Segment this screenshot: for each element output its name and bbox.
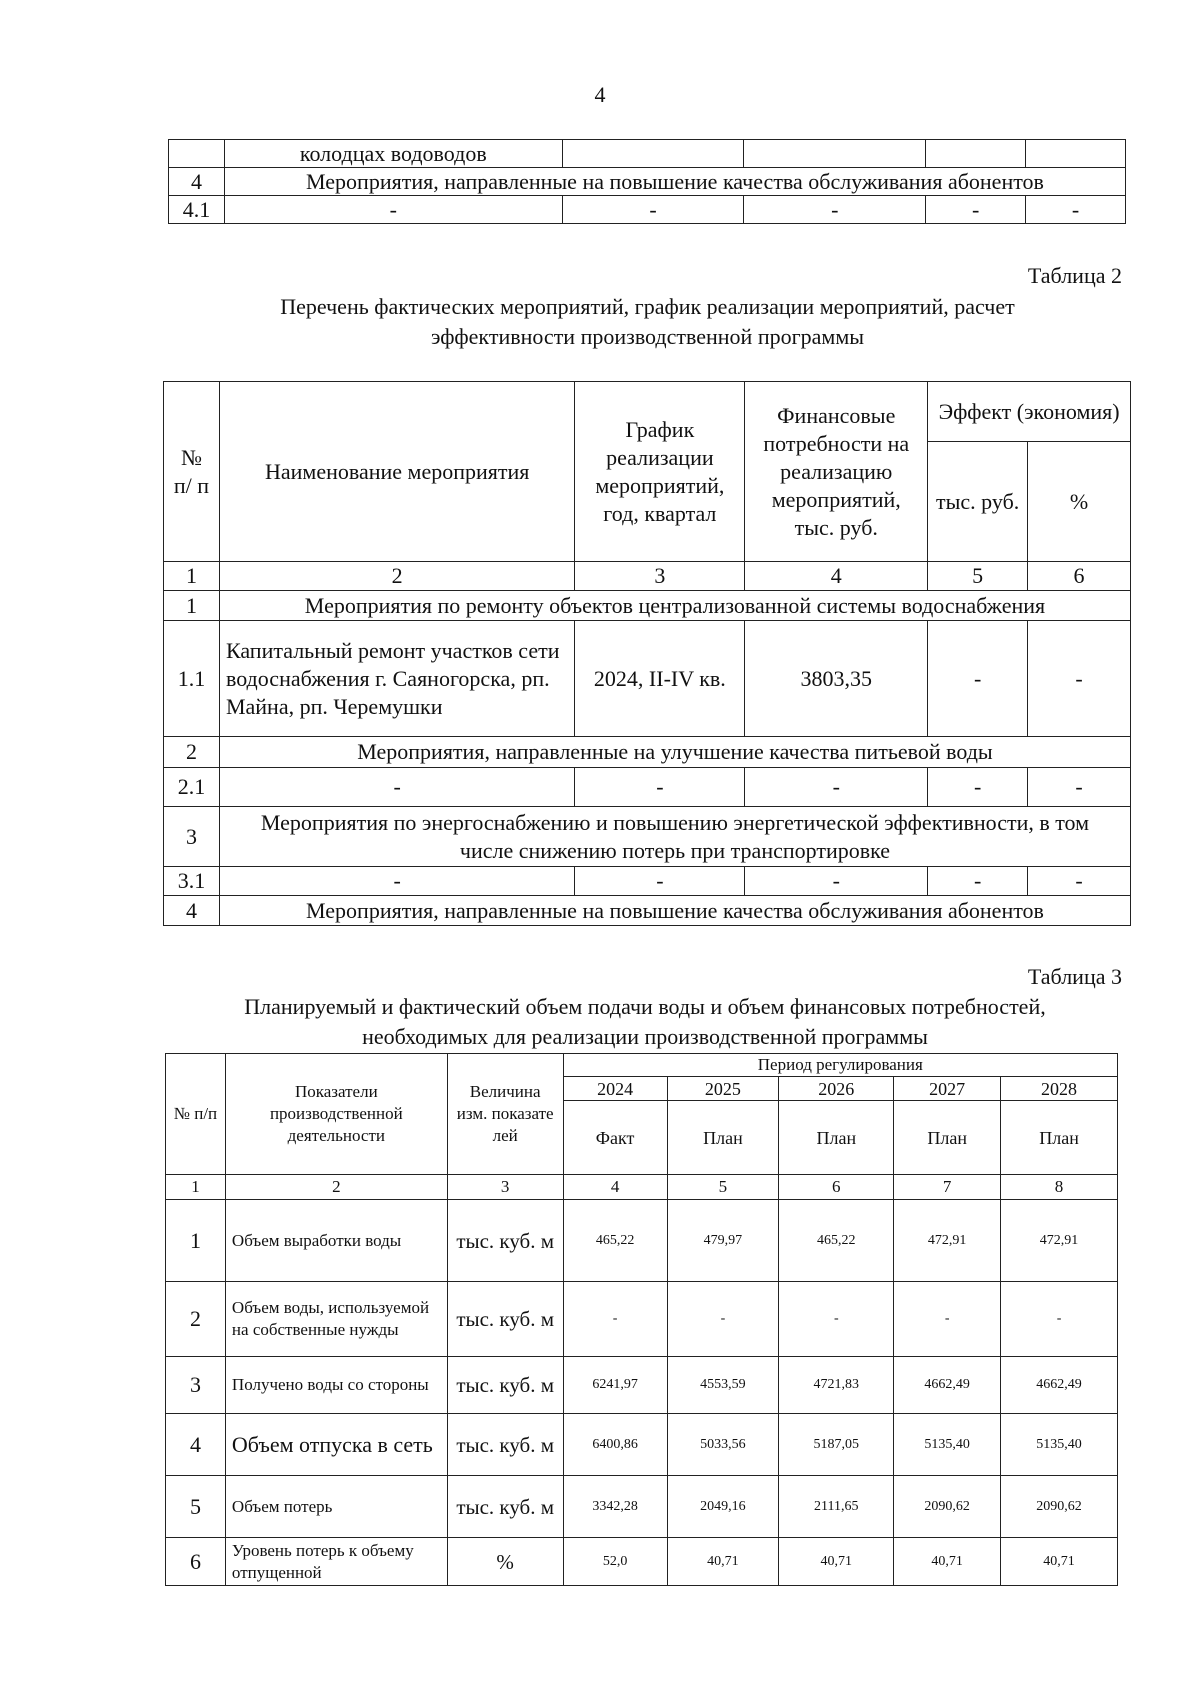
col-number: 5 xyxy=(928,562,1028,591)
row-effect-rub: - xyxy=(928,621,1028,737)
row-finance: - xyxy=(745,768,928,807)
value-cell: 5135,40 xyxy=(1001,1414,1118,1476)
col-number: 1 xyxy=(164,562,220,591)
section-heading: Мероприятия, направленные на улучшение качества питьевой воды xyxy=(219,737,1130,768)
row-effect-pct: - xyxy=(1028,867,1131,896)
table-row xyxy=(169,196,1126,224)
value-cell: - xyxy=(894,1282,1001,1357)
value-type: План xyxy=(1001,1101,1118,1175)
table-row xyxy=(166,1357,1118,1414)
row-unit: тыс. куб. м xyxy=(447,1357,563,1414)
cell xyxy=(744,140,926,168)
row-name: Капитальный ремонт участков сети водоснабжения г. Саяногорска, рп. Майна, рп. Черемушки xyxy=(219,621,574,737)
year-label: 2024 xyxy=(563,1077,667,1101)
table3-label: Таблица 3 xyxy=(1027,964,1122,989)
value-cell: 479,97 xyxy=(667,1200,779,1282)
table-row xyxy=(166,1538,1118,1586)
value-cell: 40,71 xyxy=(894,1538,1001,1586)
cell: - xyxy=(562,196,744,224)
year-label: 2028 xyxy=(1001,1077,1118,1101)
row-name: колодцах водоводов xyxy=(224,140,562,168)
row-name: Объем отпуска в сеть xyxy=(225,1414,447,1476)
row-num: 5 xyxy=(166,1476,226,1538)
cell: - xyxy=(744,196,926,224)
value-cell: 3342,28 xyxy=(563,1476,667,1538)
table-row xyxy=(169,140,1126,168)
value-cell: - xyxy=(563,1282,667,1357)
row-num: 6 xyxy=(166,1538,226,1586)
col-number: 5 xyxy=(667,1175,779,1200)
value-cell: 4662,49 xyxy=(1001,1357,1118,1414)
row-finance: 3803,35 xyxy=(745,621,928,737)
row-effect-rub: - xyxy=(928,768,1028,807)
section-row xyxy=(164,591,1131,621)
row-num: 3 xyxy=(164,807,220,867)
row-num: 2.1 xyxy=(164,768,220,807)
value-type: План xyxy=(667,1101,779,1175)
row-schedule: 2024, II-IV кв. xyxy=(575,621,745,737)
row-schedule: - xyxy=(575,867,745,896)
col-number: 2 xyxy=(219,562,574,591)
col-number: 2 xyxy=(225,1175,447,1200)
value-cell: 472,91 xyxy=(1001,1200,1118,1282)
row-num: 4 xyxy=(169,168,225,196)
row-name: - xyxy=(219,768,574,807)
row-num: 2 xyxy=(164,737,220,768)
row-name: Объем потерь xyxy=(225,1476,447,1538)
section-row xyxy=(164,896,1131,926)
table2-label: Таблица 2 xyxy=(1027,263,1122,288)
row-num: 1 xyxy=(164,591,220,621)
col-number: 7 xyxy=(894,1175,1001,1200)
section-row xyxy=(164,807,1131,867)
row-unit: % xyxy=(447,1538,563,1586)
value-cell: 2111,65 xyxy=(779,1476,894,1538)
row-num: 1 xyxy=(166,1200,226,1282)
table-row xyxy=(164,768,1131,807)
row-effect-rub: - xyxy=(928,867,1028,896)
row-num: 4 xyxy=(164,896,220,926)
value-cell: 2090,62 xyxy=(1001,1476,1118,1538)
value-cell: 40,71 xyxy=(1001,1538,1118,1586)
row-effect-pct: - xyxy=(1028,768,1131,807)
row-unit: тыс. куб. м xyxy=(447,1414,563,1476)
row-name: Объем выработки воды xyxy=(225,1200,447,1282)
row-name: Объем воды, используемой на собственные нужды xyxy=(225,1282,447,1357)
value-type: План xyxy=(894,1101,1001,1175)
header-effect-rub: тыс. руб. xyxy=(928,442,1028,562)
col-number: 8 xyxy=(1001,1175,1118,1200)
header-finance: Финансовые потребности на реализацию мероприятий, тыс. руб. xyxy=(745,382,928,562)
table-row xyxy=(164,621,1131,737)
value-type: Факт xyxy=(563,1101,667,1175)
row-num: 3 xyxy=(166,1357,226,1414)
table-row xyxy=(164,867,1131,896)
value-cell: 4662,49 xyxy=(894,1357,1001,1414)
section-row xyxy=(164,737,1131,768)
table-row xyxy=(166,1476,1118,1538)
row-finance: - xyxy=(745,867,928,896)
header-effect: Эффект (экономия) xyxy=(928,382,1131,442)
column-number-row xyxy=(164,562,1131,591)
cell: - xyxy=(926,196,1026,224)
table2 xyxy=(163,381,1131,926)
header-period: Период регулирования xyxy=(563,1054,1117,1077)
col-number: 1 xyxy=(166,1175,226,1200)
value-cell: 40,71 xyxy=(667,1538,779,1586)
row-num: 3.1 xyxy=(164,867,220,896)
table2-title xyxy=(160,292,1135,352)
table-row xyxy=(169,168,1126,196)
table-row xyxy=(166,1282,1118,1357)
col-number: 6 xyxy=(779,1175,894,1200)
row-num: 4 xyxy=(166,1414,226,1476)
table2-title-line2: эффективности производственной программы xyxy=(430,324,865,349)
table3-title-line1: Планируемый и фактический объем подачи воды и объем финансовых потребностей, xyxy=(244,994,1046,1019)
col-number: 4 xyxy=(563,1175,667,1200)
row-unit: тыс. куб. м xyxy=(447,1476,563,1538)
table3-title xyxy=(150,992,1140,1052)
table2-title-line1: Перечень фактических мероприятий, график реализации мероприятий, расчет xyxy=(280,294,1015,319)
cell xyxy=(926,140,1026,168)
table3 xyxy=(165,1053,1118,1586)
section-heading: Мероприятия, направленные на повышение качества обслуживания абонентов xyxy=(219,896,1130,926)
value-cell: 5033,56 xyxy=(667,1414,779,1476)
table-row xyxy=(166,1200,1118,1282)
year-label: 2025 xyxy=(667,1077,779,1101)
value-cell: 5135,40 xyxy=(894,1414,1001,1476)
table1-continued xyxy=(168,139,1126,224)
header-indicators: Показатели производственной деятельности xyxy=(225,1054,447,1175)
header-effect-pct: % xyxy=(1028,442,1131,562)
value-cell: 465,22 xyxy=(563,1200,667,1282)
year-label: 2027 xyxy=(894,1077,1001,1101)
value-cell: 2049,16 xyxy=(667,1476,779,1538)
section-heading: Мероприятия, направленные на повышение качества обслуживания абонентов xyxy=(224,168,1125,196)
value-cell: 40,71 xyxy=(779,1538,894,1586)
page-number: 4 xyxy=(594,82,606,107)
row-effect-pct: - xyxy=(1028,621,1131,737)
header-num: № п/ п xyxy=(164,382,220,562)
row-name: Получено воды со стороны xyxy=(225,1357,447,1414)
column-number-row xyxy=(166,1175,1118,1200)
value-cell: 6400,86 xyxy=(563,1414,667,1476)
value-cell: 2090,62 xyxy=(894,1476,1001,1538)
value-cell: 472,91 xyxy=(894,1200,1001,1282)
header-num: № п/п xyxy=(166,1054,226,1175)
cell: - xyxy=(1026,196,1126,224)
value-cell: 52,0 xyxy=(563,1538,667,1586)
row-unit: тыс. куб. м xyxy=(447,1200,563,1282)
header-name: Наименование мероприятия xyxy=(219,382,574,562)
value-cell: 6241,97 xyxy=(563,1357,667,1414)
header-row xyxy=(164,382,1131,442)
table-row xyxy=(166,1414,1118,1476)
value-cell: - xyxy=(779,1282,894,1357)
col-number: 3 xyxy=(447,1175,563,1200)
cell xyxy=(562,140,744,168)
row-num: 2 xyxy=(166,1282,226,1357)
year-label: 2026 xyxy=(779,1077,894,1101)
header-row xyxy=(166,1054,1118,1077)
row-num xyxy=(169,140,225,168)
header-unit: Величина изм. показате лей xyxy=(447,1054,563,1175)
col-number: 6 xyxy=(1028,562,1131,591)
value-cell: 465,22 xyxy=(779,1200,894,1282)
row-unit: тыс. куб. м xyxy=(447,1282,563,1357)
row-name: - xyxy=(219,867,574,896)
row-name: Уровень потерь к объему отпущенной xyxy=(225,1538,447,1586)
section-heading: Мероприятия по ремонту объектов централизованной системы водоснабжения xyxy=(219,591,1130,621)
cell xyxy=(1026,140,1126,168)
section-heading: Мероприятия по энергоснабжению и повышению энергетической эффективности, в том числе снижению потерь при транспортировке xyxy=(219,807,1130,867)
row-num: 1.1 xyxy=(164,621,220,737)
value-cell: - xyxy=(1001,1282,1118,1357)
col-number: 4 xyxy=(745,562,928,591)
value-cell: 4721,83 xyxy=(779,1357,894,1414)
value-cell: 4553,59 xyxy=(667,1357,779,1414)
header-schedule: График реализации мероприятий, год, квартал xyxy=(575,382,745,562)
value-type: План xyxy=(779,1101,894,1175)
table3-title-line2: необходимых для реализации производственной программы xyxy=(362,1024,928,1049)
row-num: 4.1 xyxy=(169,196,225,224)
row-name: - xyxy=(224,196,562,224)
value-cell: 5187,05 xyxy=(779,1414,894,1476)
value-cell: - xyxy=(667,1282,779,1357)
row-schedule: - xyxy=(575,768,745,807)
col-number: 3 xyxy=(575,562,745,591)
